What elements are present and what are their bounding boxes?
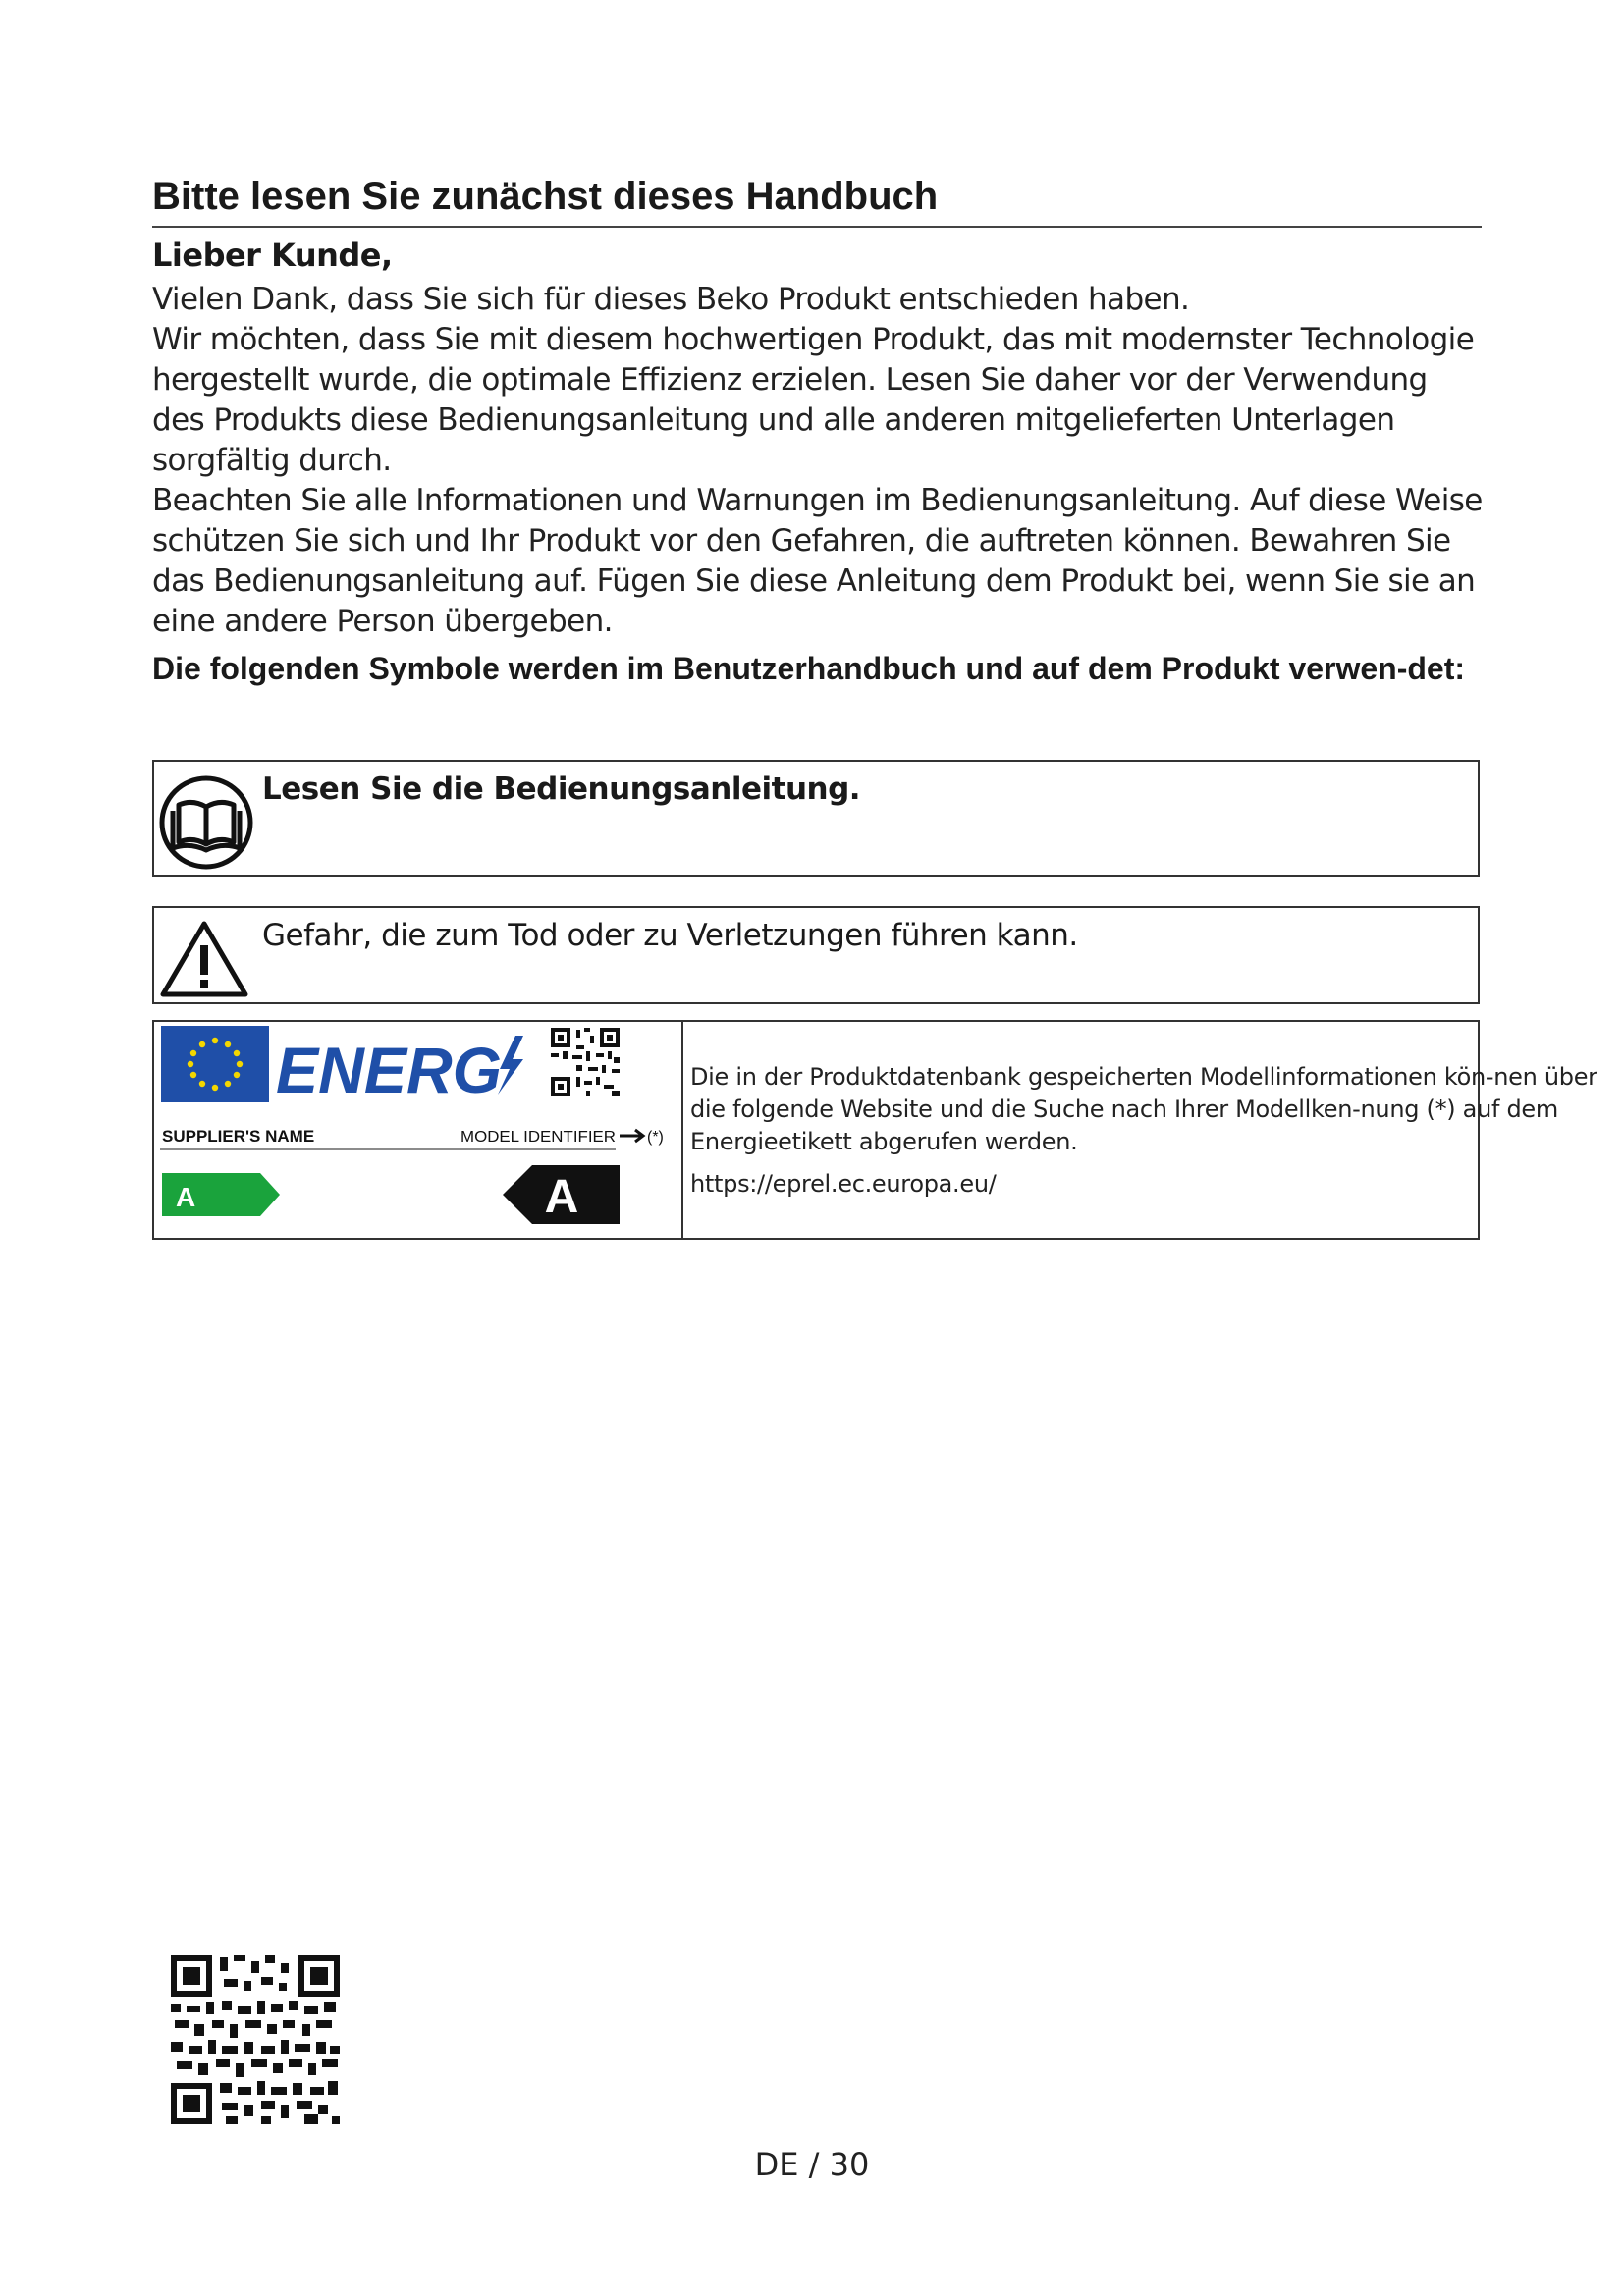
energy-label-info — [690, 1061, 1624, 1201]
page-title: Bitte lesen Sie zunächst dieses Handbuch — [152, 169, 1482, 228]
energy-class-scale: A — [176, 1182, 196, 1212]
symbols-intro: Die folgenden Symbole werden im Benutzerhandbuch und auf dem Produkt verwen-det: — [152, 651, 1466, 686]
symbol-box-danger — [152, 906, 1480, 1004]
paragraph-warnings: Beachten Sie alle Informationen und Warnungen im Bedienungsanleitung. Auf diese Weise schützen Sie sich und Ihr Produkt vor den Gefahren, die auftreten können. Bewahren Sie das Bedienungsanleitung auf. Fügen Sie diese Anleitung dem Produkt bei, wenn Sie sie an eine andere Person übergeben. — [152, 483, 1483, 639]
model-marker: (*) — [647, 1129, 664, 1146]
energy-label-box — [152, 1020, 1597, 1240]
arrow-right-icon — [620, 1130, 643, 1142]
read-manual-label: Lesen Sie die Bedienungsanleitung. — [262, 772, 861, 807]
energy-label-qr-icon — [551, 1028, 620, 1096]
paragraph-efficiency: Wir möchten, dass Sie mit diesem hochwertigen Produkt, das mit modernster Technologie hergestellt wurde, die optimale Effizienz erzielen. Lesen Sie daher vor der Verwendung des Produkts diese Bedienungsanleitung und alle anderen mitgelieferten Unterlagen sorgfältig durch. — [152, 322, 1475, 478]
paragraph-thanks: Vielen Dank, dass Sie sich für dieses Beko Produkt entschieden haben. — [152, 282, 1190, 317]
footer-qr-code-icon — [167, 1951, 344, 2133]
salutation: Lieber Kunde, — [152, 237, 393, 274]
energy-logo-text: ENERG — [276, 1034, 502, 1106]
read-manual-icon — [157, 774, 255, 877]
model-identifier: MODEL IDENTIFIER — [460, 1129, 616, 1146]
symbol-box-read-manual — [152, 760, 1480, 877]
eprel-link[interactable]: https://eprel.ec.europa.eu/ — [690, 1170, 997, 1198]
page-number: DE / 30 — [754, 2146, 870, 2183]
eu-flag-icon — [161, 1026, 269, 1102]
energy-class-value: A — [544, 1171, 579, 1223]
energy-info-text: Die in der Produktdatenbank gespeicherten Modellinformationen kön-nen über die folgende Website und die Suche nach Ihrer Modellken-nung (*) auf dem Energieetikett abgerufen werden. — [690, 1063, 1597, 1155]
supplier-name: SUPPLIER'S NAME — [162, 1127, 315, 1146]
danger-label: Gefahr, die zum Tod oder zu Verletzungen führen kann. — [262, 918, 1078, 953]
intro-text — [152, 280, 1488, 642]
energy-label-graphic — [154, 1022, 683, 1238]
warning-triangle-icon — [157, 918, 251, 1005]
